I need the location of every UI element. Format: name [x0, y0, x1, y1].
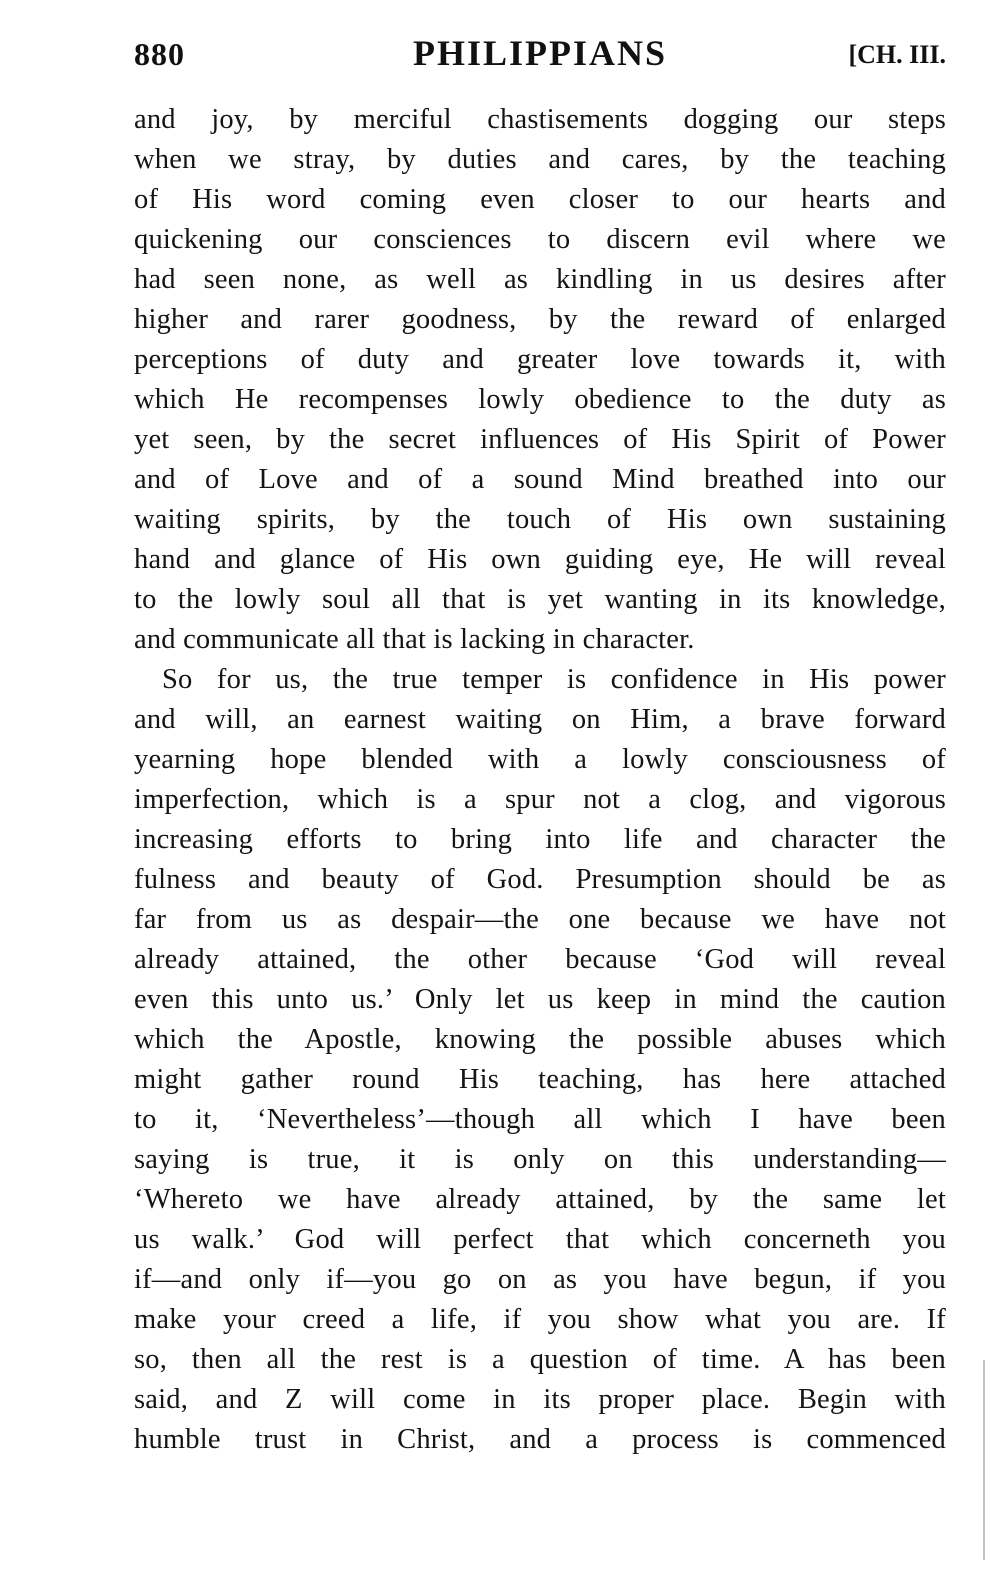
text-line: perceptions of duty and greater love towards it, with	[134, 344, 946, 375]
text-line: higher and rarer goodness, by the reward of enlarged	[134, 304, 946, 335]
text-line: hand and glance of His own guiding eye, He will reveal	[134, 544, 946, 575]
body-text	[134, 100, 946, 1460]
text-line: might gather round His teaching, has here attached	[134, 1064, 946, 1095]
text-line: yet seen, by the secret influences of His Spirit of Power	[134, 424, 946, 455]
paragraph-end-line: and communicate all that is lacking in character.	[134, 624, 695, 655]
text-line: had seen none, as well as kindling in us desires after	[134, 264, 946, 295]
text-line: already attained, the other because ‘God will reveal	[134, 944, 946, 975]
text-line: and will, an earnest waiting on Him, a brave forward	[134, 704, 946, 735]
chapter-reference: [CH. III.	[848, 40, 946, 69]
text-line: saying is true, it is only on this understanding—	[134, 1144, 946, 1175]
text-line: waiting spirits, by the touch of His own sustaining	[134, 504, 946, 535]
text-line: so, then all the rest is a question of time. A has been	[134, 1344, 946, 1375]
text-line: humble trust in Christ, and a process is commenced	[134, 1424, 946, 1455]
text-line: quickening our consciences to discern evil where we	[134, 224, 946, 255]
text-line: to the lowly soul all that is yet wanting in its knowledge,	[134, 584, 946, 615]
text-line: which the Apostle, knowing the possible abuses which	[134, 1024, 946, 1055]
text-line: increasing efforts to bring into life and character the	[134, 824, 946, 855]
text-line: yearning hope blended with a lowly consciousness of	[134, 744, 946, 775]
text-line: to it, ‘Nevertheless’—though all which I have been	[134, 1104, 946, 1135]
text-line: even this unto us.’ Only let us keep in mind the caution	[134, 984, 946, 1015]
text-line: and joy, by merciful chastisements dogging our steps	[134, 104, 946, 135]
book-title: PHILIPPIANS	[412, 33, 668, 73]
paragraph-start-line: So for us, the true temper is confidence in His power	[162, 664, 946, 695]
text-line: if—and only if—you go on as you have begun, if you	[134, 1264, 946, 1295]
text-line: and of Love and of a sound Mind breathed into our	[134, 464, 946, 495]
page-number: 880	[134, 36, 185, 72]
text-line: when we stray, by duties and cares, by the teaching	[134, 144, 946, 175]
text-line: of His word coming even closer to our hearts and	[134, 184, 946, 215]
text-line: make your creed a life, if you show what you are. If	[134, 1304, 946, 1335]
text-line: ‘Whereto we have already attained, by the same let	[134, 1184, 946, 1215]
text-line: which He recompenses lowly obedience to the duty as	[134, 384, 946, 415]
text-line: imperfection, which is a spur not a clog, and vigorous	[134, 784, 946, 815]
text-line: us walk.’ God will perfect that which concerneth you	[134, 1224, 946, 1255]
text-line: said, and Z will come in its proper place. Begin with	[134, 1384, 946, 1415]
text-line: far from us as despair—the one because we have not	[134, 904, 946, 935]
running-header	[134, 26, 946, 78]
page-edge-mark	[983, 1360, 985, 1560]
text-line: fulness and beauty of God. Presumption should be as	[134, 864, 946, 895]
